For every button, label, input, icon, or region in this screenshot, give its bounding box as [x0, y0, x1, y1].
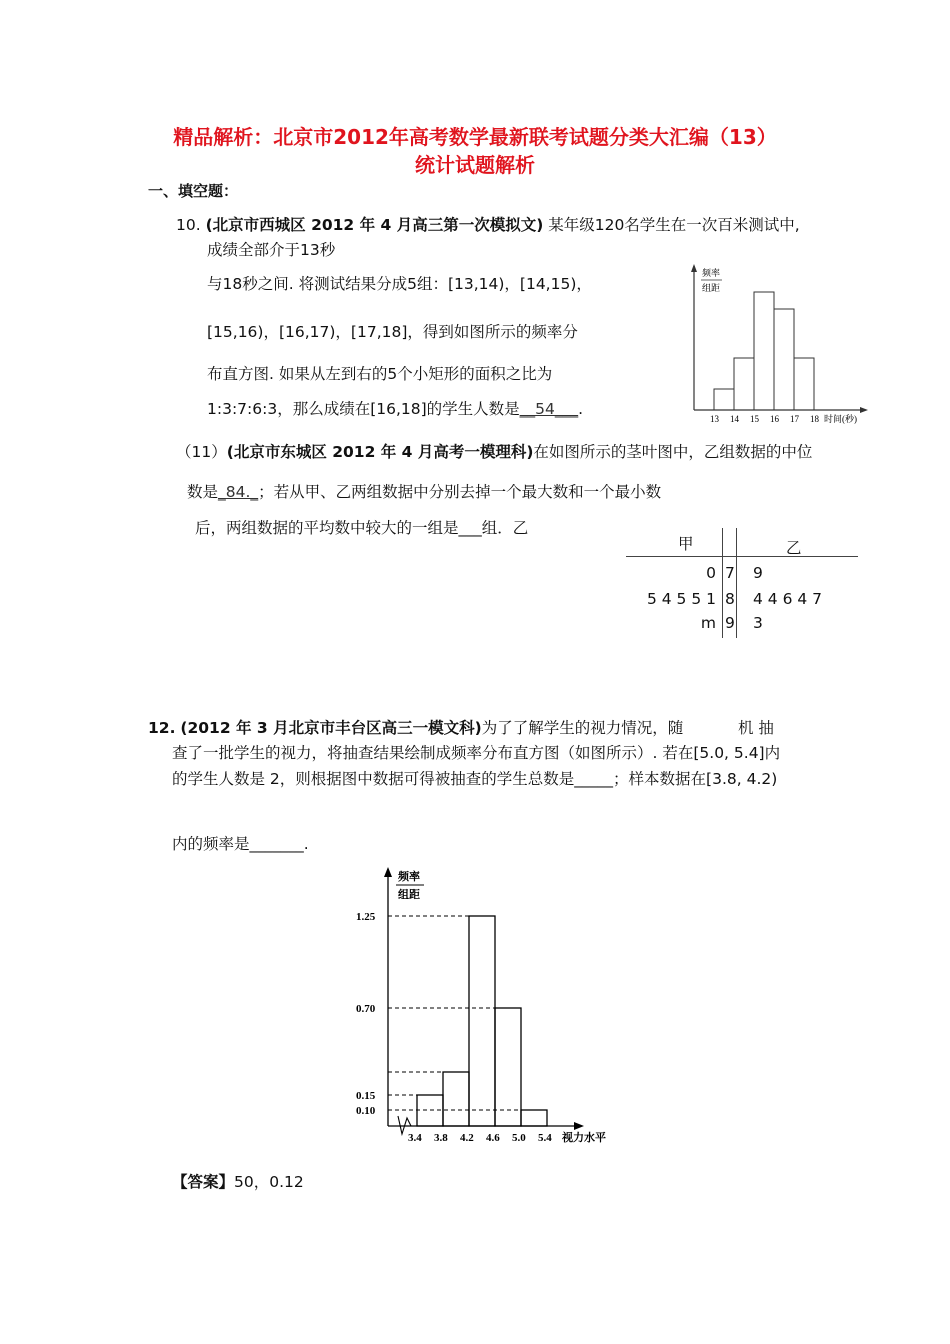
q12-ytick: 1.25 [356, 911, 376, 923]
stem-row-stem: 9 [725, 614, 735, 632]
answer-text: 50，0.12 [234, 1173, 304, 1191]
q11-line1 [176, 440, 812, 462]
stem-left-header: 甲 [678, 535, 694, 553]
q12-xtick: 5.4 [538, 1132, 552, 1144]
q10-x-arrow [860, 407, 868, 413]
q12-xtick: 4.6 [486, 1132, 500, 1144]
q10-source: (北京市西城区 2012 年 4 月高三第一次模拟文) [205, 216, 544, 234]
q10-bar [774, 309, 794, 410]
q10-bar [734, 358, 754, 410]
q10-xtick: 17 [790, 414, 799, 424]
q10-line3: 与18秒之间. 将测试结果分成5组：[13,14)，[14,15)， [207, 275, 592, 293]
q10-line1 [176, 213, 800, 235]
q10-xlabel: 时间(秒) [824, 414, 857, 424]
q12-line1-text: 为了了解学生的视力情况，随 [481, 719, 684, 737]
q10-xtick: 13 [710, 414, 719, 424]
q10-bar [754, 292, 774, 410]
q11-line2-a: 数是 [187, 483, 219, 501]
q11-line2-b: ；若从甲、乙两组数据中分别去掉一个最大数和一个最小数 [258, 483, 662, 501]
q12-number: 12. [148, 719, 176, 737]
q12-line4: 内的频率是_______. [172, 835, 309, 853]
answer-label: 【答案】 [172, 1173, 235, 1191]
q12-ylabel-bottom: 组距 [398, 889, 420, 901]
q12-bar [469, 916, 495, 1126]
stem-leaf-vline [736, 528, 737, 638]
page-subtitle: 统计试题解析 [415, 153, 535, 177]
q10-answer: __54___ [519, 400, 579, 418]
page-title: 精品解析：北京市2012年高考数学最新联考试题分类大汇编（13） [173, 125, 777, 149]
q12-line2: 查了一批学生的视力，将抽查结果绘制成频率分布直方图（如图所示）. 若在[5.0, 5.4]内 [172, 744, 781, 762]
q10-histogram [680, 262, 870, 428]
q10-line6-text: 1:3:7:6:3，那么成绩在[16,18]的学生人数是 [207, 400, 520, 418]
q10-line1-text: 某年级120名学生在一次百米测试中, [548, 216, 800, 234]
q12-ylabel-top: 频率 [398, 871, 420, 883]
q12-line3: 的学生人数是 2，则根据图中数据可得被抽查的学生总数是_____；样本数据在[3.8, 4.2) [172, 770, 778, 788]
q12-histogram [340, 862, 620, 1148]
q12-ytick: 0.15 [356, 1090, 376, 1102]
q10-bar [794, 358, 814, 410]
q12-bar [443, 1072, 469, 1126]
q12-xtick: 4.2 [460, 1132, 474, 1144]
q11-line2 [187, 480, 661, 502]
stem-row-stem: 8 [725, 590, 735, 608]
stem-leaf-plot [626, 528, 858, 638]
answer-line [172, 1170, 304, 1192]
stem-leaf-vline [722, 528, 723, 638]
q11-source: (北京市东城区 2012 年 4 月高考一模理科) [226, 443, 534, 461]
stem-row-stem: 7 [725, 564, 735, 582]
q10-xtick: 18 [810, 414, 819, 424]
q12-xtick: 3.8 [434, 1132, 448, 1144]
q10-line6 [207, 397, 583, 419]
stem-row-right: 9 [753, 564, 763, 582]
q10-line6-end: . [578, 400, 584, 418]
q10-line2: 成绩全部介于13秒 [207, 241, 336, 259]
stem-leaf-divider [626, 556, 858, 557]
q10-y-arrow [691, 264, 697, 272]
q10-xtick: 16 [770, 414, 779, 424]
q10-line5: 布直方图. 如果从左到右的5个小矩形的面积之比为 [207, 365, 553, 383]
q10-line4: [15,16)，[16,17)，[17,18]，得到如图所示的频率分 [207, 323, 578, 341]
q12-line1-end: 机 抽 [738, 719, 774, 737]
q11-line3: 后，两组数据的平均数中较大的一组是___组．乙 [195, 519, 529, 537]
q12-y-arrow [384, 867, 392, 877]
q10-bar [714, 389, 734, 410]
q12-bar [495, 1008, 521, 1126]
q12-x-arrow [574, 1122, 584, 1130]
q10-xtick: 14 [730, 414, 739, 424]
stem-row-left: m [700, 614, 716, 632]
q12-line1 [148, 716, 683, 738]
q12-ytick: 0.10 [356, 1105, 376, 1117]
q11-line1-text: 在如图所示的茎叶图中，乙组数据的中位 [533, 443, 813, 461]
stem-right-header: 乙 [786, 539, 802, 557]
q12-ytick: 0.70 [356, 1003, 376, 1015]
stem-row-left: 5 4 5 5 1 [646, 590, 716, 608]
q12-bar [521, 1110, 547, 1126]
section-heading: 一、填空题： [148, 182, 239, 200]
q10-ylabel-bottom: 组距 [702, 283, 721, 293]
stem-row-left: 0 [706, 564, 716, 582]
q11-number: （11） [176, 443, 227, 461]
stem-row-right: 4 4 6 4 7 [753, 590, 823, 608]
q12-xtick: 3.4 [408, 1132, 422, 1144]
q10-xtick: 15 [750, 414, 759, 424]
stem-row-right: 3 [753, 614, 763, 632]
q10-ylabel-top: 频率 [702, 268, 721, 278]
q12-xtick: 5.0 [512, 1132, 526, 1144]
q10-number: 10. [176, 216, 201, 234]
q11-answer: _84._ [218, 483, 259, 501]
q12-source: (2012 年 3 月北京市丰台区高三一模文科) [180, 719, 482, 737]
q12-xlabel: 视力水平 [562, 1132, 606, 1144]
